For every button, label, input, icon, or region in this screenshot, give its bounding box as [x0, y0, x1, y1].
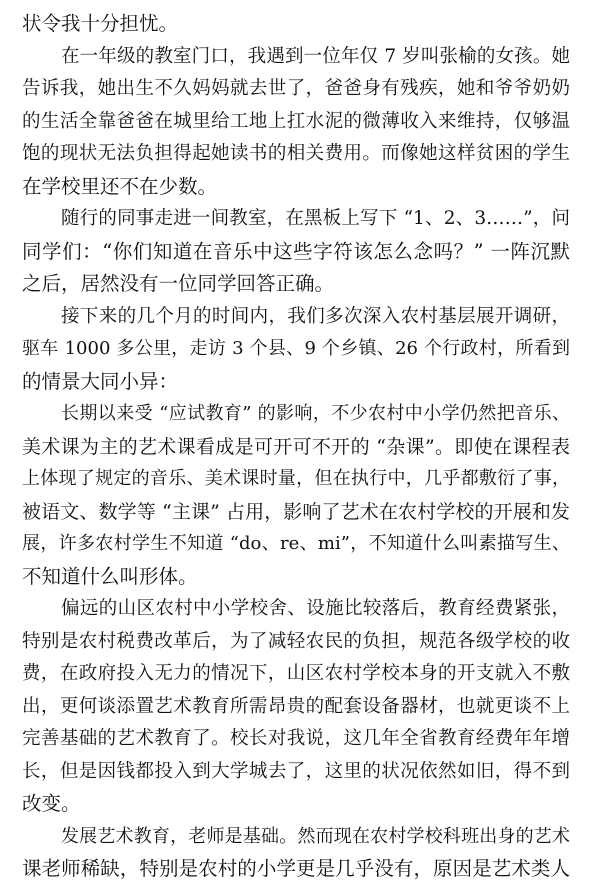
paragraph-3 [22, 203, 570, 301]
text-line: 之后，居然没有一位同学回答正确。 [22, 272, 335, 295]
text-line: 的情景大同小异： [22, 369, 179, 393]
text-line: 状令我十分担忧。 [22, 12, 179, 35]
text-line: 接下来的几个月的时间内，我们多次深入农村基层展开调研， [61, 305, 570, 327]
text-line: 完善基础的艺术教育了。校长对我说，这几年全省教育经费年年增 [22, 728, 570, 749]
text-line: 在学校里还不在少数。 [22, 174, 218, 198]
paragraph-6 [22, 593, 570, 821]
text-line: 的生活全靠爸爸在城里给工地上扛水泥的微薄收入来维持，仅够温 [22, 110, 570, 132]
text-line: 驱车 1000 多公里，走访 3 个县、9 个乡镇、26 个行政村，所看到 [22, 338, 570, 359]
text-line: 特别是农村税费改革后，为了减轻农民的负担，规范各级学校的收 [22, 630, 570, 652]
document-page [22, 8, 570, 886]
text-line: 发展艺术教育，老师是基础。然而现在农村学校科班出身的艺术 [61, 825, 570, 847]
text-line: 同学们：“你们知道在音乐中这些字符该怎么念吗？” 一阵沉默 [22, 239, 570, 263]
text-line: 美术课为主的艺术课看成是可开可不开的 “杂课”。即使在课程表 [22, 435, 570, 458]
text-line: 告诉我，她出生不久妈妈就去世了，爸爸身有残疾，她和爷爷奶奶 [22, 78, 570, 99]
text-line: 饱的现状无法负担得起她读书的相关费用。而像她这样贫困的学生 [22, 143, 570, 164]
text-line: 上体现了规定的音乐、美术课时量，但在执行中，几乎都敷衍了事， [22, 468, 570, 489]
text-line: 长期以来受 “应试教育” 的影响，不少农村中小学仍然把音乐、 [61, 403, 570, 424]
paragraph-4 [22, 301, 570, 399]
text-line: 展，许多农村学生不知道 “do、re、mi”，不知道什么叫素描写生、 [22, 533, 570, 554]
text-line: 课老师稀缺，特别是农村的小学更是几乎没有，原因是艺术类人 [22, 857, 570, 880]
paragraph-7 [22, 821, 570, 886]
text-line: 偏远的山区农村中小学校舍、设施比较落后，教育经费紧张， [61, 598, 570, 619]
text-line: 不知道什么叫形体。 [22, 564, 198, 588]
text-line: 费，在政府投入无力的情况下，山区农村学校本身的开支就入不敷 [22, 663, 570, 684]
text-line: 被语文、数学等 “主课” 占用，影响了艺术在农村学校的开展和发 [22, 500, 570, 523]
text-line: 改变。 [22, 792, 81, 815]
text-line: 随行的同事走进一间教室，在黑板上写下 “1、2、3……”，问 [61, 208, 570, 229]
paragraph-2 [22, 41, 570, 204]
text-line: 长，但是因钱都投入到大学城去了，这里的状况依然如旧，得不到 [22, 760, 570, 782]
paragraph-1 [22, 8, 570, 41]
paragraph-5 [22, 398, 570, 593]
text-line: 出，更何谈添置艺术教育所需昂贵的配套设备器材，也就更谈不上 [22, 695, 570, 717]
text-line: 在一年级的教室门口，我遇到一位年仅 7 岁叫张榆的女孩。她 [61, 45, 570, 67]
